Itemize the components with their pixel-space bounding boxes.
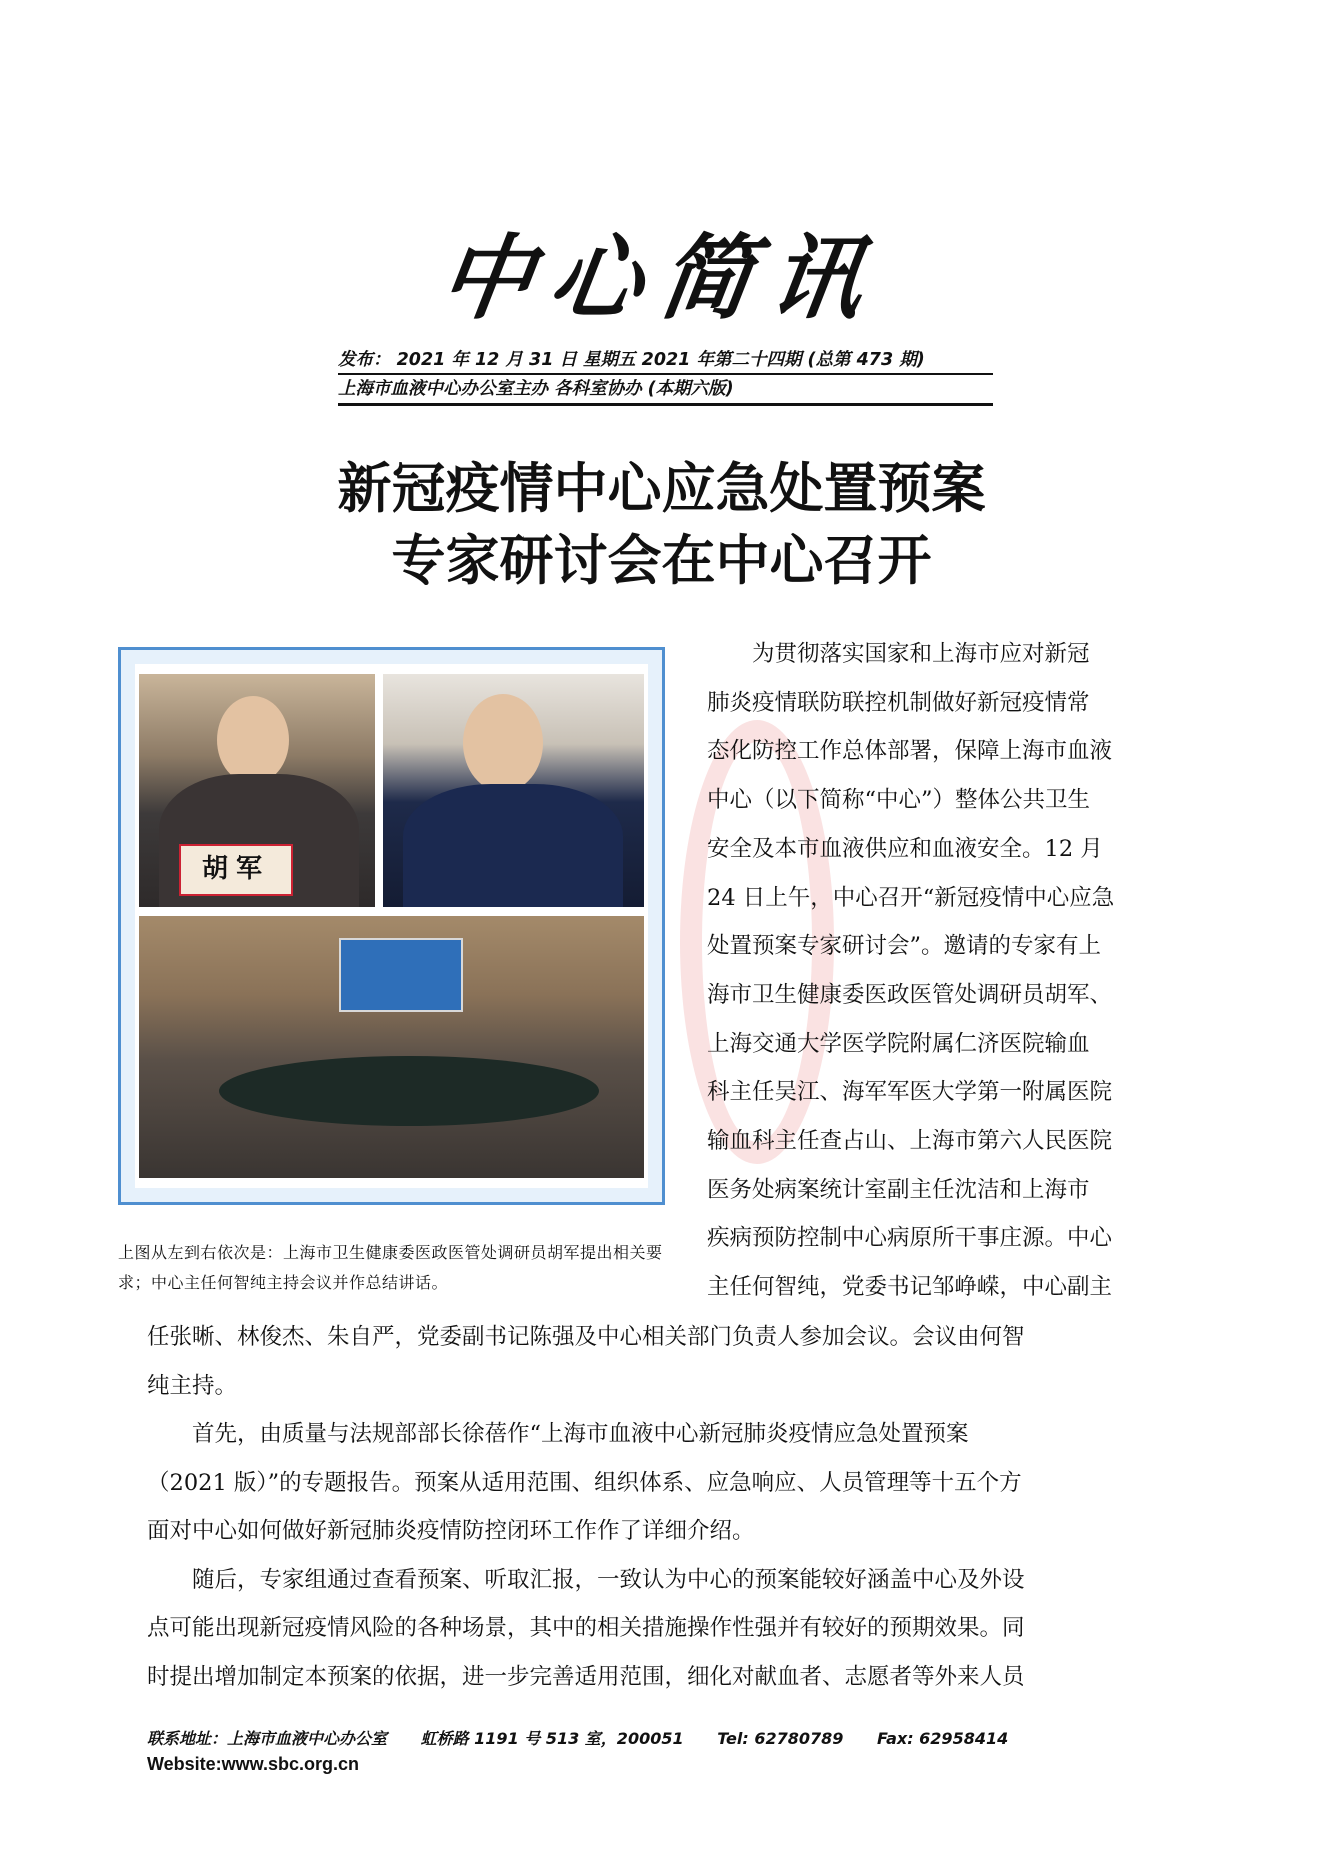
body-line: 任张晰、林俊杰、朱自严，党委副书记陈强及中心相关部门负责人参加会议。会议由何智 bbox=[147, 1324, 1025, 1350]
column-line: 医务处病案统计室副主任沈洁和上海市 bbox=[707, 1176, 1090, 1203]
contact-footer bbox=[147, 1726, 1036, 1749]
contact-fax: Fax: 62958414 bbox=[876, 1729, 1009, 1748]
issue-info-line: 发布： 2021 年 12 月 31 日 星期五 2021 年第二十四期 (总第 473 期) bbox=[338, 346, 993, 375]
photo-caption: 上图从左到右依次是：上海市卫生健康委医政医管处调研员胡军提出相关要求；中心主任何智纯主持会议并作总结讲话。 bbox=[118, 1243, 663, 1292]
meeting-table bbox=[219, 1056, 599, 1126]
column-line: 主任何智纯，党委书记邹峥嵘，中心副主 bbox=[707, 1274, 1113, 1301]
body-line: 时提出增加制定本预案的依据，进一步完善适用范围，细化对献血者、志愿者等外来人员 bbox=[147, 1663, 1025, 1690]
body-shape bbox=[403, 784, 623, 907]
headline-line-2: 专家研讨会在中心召开 bbox=[391, 529, 932, 592]
column-line: 肺炎疫情联防联控机制做好新冠疫情常 bbox=[707, 689, 1090, 716]
photo-speaker-right bbox=[383, 674, 644, 907]
contact-tel: Tel: 62780789 bbox=[717, 1729, 844, 1748]
body-line: 纯主持。 bbox=[147, 1372, 238, 1399]
body-line: 首先，由质量与法规部部长徐蓓作“上海市血液中心新冠肺炎疫情应急处置预案 bbox=[147, 1421, 969, 1447]
publisher-line: 上海市血液中心办公室主办 各科室协办 (本期六版) bbox=[338, 375, 993, 406]
photo-meeting-room bbox=[139, 916, 644, 1178]
headline-line-1: 新冠疫情中心应急处置预案 bbox=[337, 457, 986, 520]
column-line: 24 日上午，中心召开“新冠疫情中心应急 bbox=[707, 884, 1115, 911]
body-line: （2021 版）”的专题报告。预案从适用范围、组织体系、应急响应、人员管理等十五个方 bbox=[147, 1469, 1022, 1496]
masthead-title: 中心简讯 bbox=[432, 224, 889, 332]
projector-screen bbox=[339, 938, 463, 1012]
contact-street: 虹桥路 1191 号 513 室，200051 bbox=[420, 1729, 684, 1748]
photo-collage bbox=[118, 647, 665, 1205]
column-line: 处置预案专家研讨会”。邀请的专家有上 bbox=[707, 933, 1102, 960]
nameplate: 胡军 bbox=[179, 844, 293, 896]
photo-speaker-left bbox=[139, 674, 375, 907]
contact-address: 联系地址：上海市血液中心办公室 bbox=[147, 1729, 388, 1748]
body-line: 随后，专家组通过查看预案、听取汇报，一致认为中心的预案能较好涵盖中心及外设 bbox=[147, 1566, 1025, 1593]
column-line: 输血科主任查占山、上海市第六人民医院 bbox=[707, 1128, 1113, 1154]
face-shape bbox=[463, 694, 543, 792]
column-line: 科主任吴江、海军军医大学第一附属医院 bbox=[707, 1079, 1113, 1106]
column-line: 态化防控工作总体部署，保障上海市血液 bbox=[707, 738, 1113, 765]
column-line: 中心（以下简称“中心”）整体公共卫生 bbox=[707, 787, 1091, 814]
column-line: 海市卫生健康委医政医管处调研员胡军、 bbox=[707, 981, 1113, 1008]
face-shape bbox=[217, 696, 289, 784]
column-line: 为贯彻落实国家和上海市应对新冠 bbox=[707, 641, 1090, 667]
column-line: 疾病预防控制中心病原所干事庄源。中心 bbox=[707, 1225, 1113, 1252]
column-line: 上海交通大学医学院附属仁济医院输血 bbox=[707, 1030, 1090, 1057]
body-line: 点可能出现新冠疫情风险的各种场景，其中的相关措施操作性强并有较好的预期效果。同 bbox=[147, 1615, 1025, 1641]
body-line: 面对中心如何做好新冠肺炎疫情防控闭环工作作了详细介绍。 bbox=[147, 1518, 755, 1544]
website-link[interactable]: Website:www.sbc.org.cn bbox=[147, 1754, 360, 1774]
column-line: 安全及本市血液供应和血液安全。12 月 bbox=[707, 835, 1103, 862]
